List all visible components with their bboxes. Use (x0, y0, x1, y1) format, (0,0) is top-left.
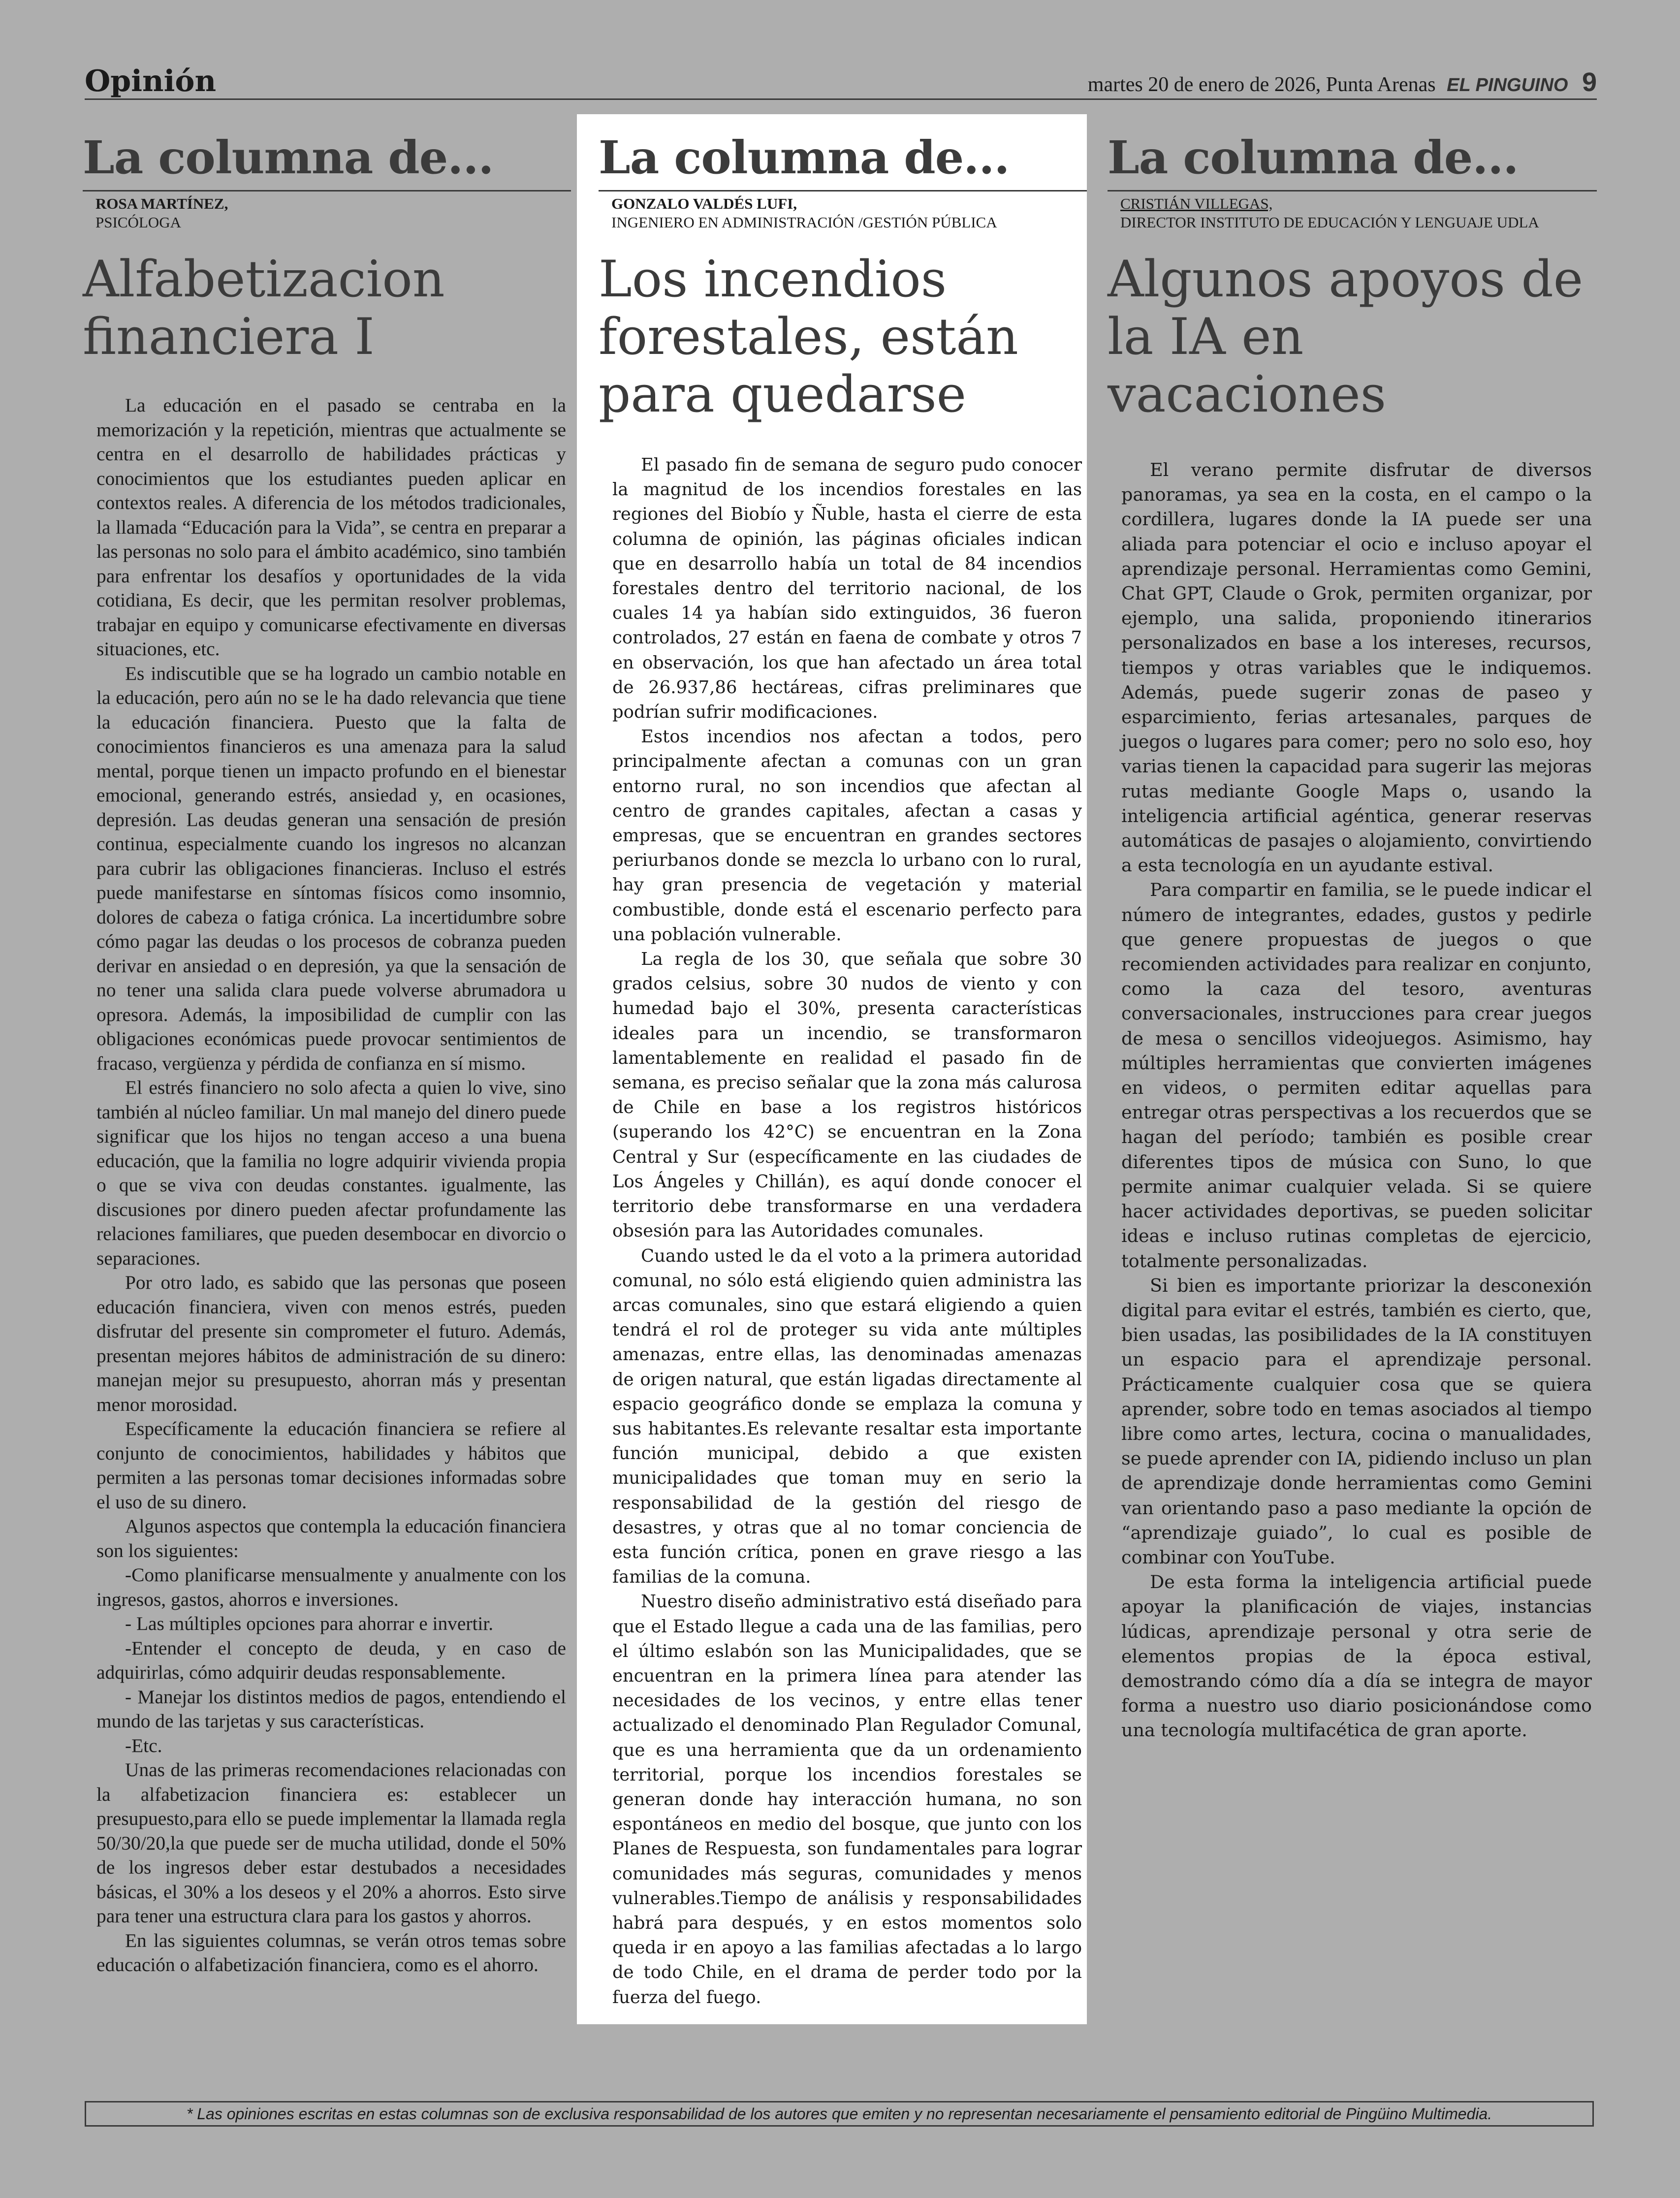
author-role: DIRECTOR INSTITUTO DE EDUCACIÓN Y LENGUAJE UDLA (1120, 214, 1539, 231)
author-byline (95, 194, 571, 232)
article-paragraph: Específicamente la educación financiera se refiere al conjunto de conocimientos, habilidades y hábitos que permiten a las personas tomar decisiones informadas sobre el uso de su dinero. (96, 1418, 566, 1513)
article-headline: Algunos apoyos de la IA en vacaciones (1108, 250, 1584, 424)
column-kicker: La columna de... (1108, 131, 1519, 184)
article-paragraph: - Manejar los distintos medios de pagos, entendiendo el mundo de las tarjetas y sus características. (96, 1686, 566, 1732)
issue-date: martes 20 de enero de 2026, Punta Arenas (1087, 73, 1436, 96)
article-paragraph: La educación en el pasado se centraba en la memorización y la repetición, mientras que actualmente se centra en el desarrollo de habilidades prácticas y conocimientos que los estudiantes pueden aplicar en contextos reales. A diferencia de los métodos tradicionales, la llamada “Educación para la Vida”, se centra en preparar a las personas no solo para el ámbito académico, sino también para enfrentar los desafíos y oportunidades de la vida cotidiana, Es decir, que les permitan resolver problemas, trabajar en equipo y comunicarse efectivamente en diversas situaciones, etc. (96, 394, 566, 660)
article-paragraph: De esta forma la inteligencia artificial puede apoyar la planificación de viajes, instancias lúdicas, aprendizaje personal y otra serie de elementos propias de la época estival, demostrando cómo día a día se integra de mayor forma a nuestro uso diario posicionándose como una tecnología multifacética de gran aporte. (1121, 1571, 1592, 1741)
article-paragraph: -Entender el concepto de deuda, y en caso de adquirirlas, cómo adquirir deudas responsablemente. (96, 1637, 566, 1683)
author-name: GONZALO VALDÉS LUFI, (611, 195, 797, 212)
article-paragraph: El estrés financiero no solo afecta a quien lo vive, sino también al núcleo familiar. Un mal manejo del dinero puede significar que los hijos no tengan acceso a una buena educación, que la familia no logre adquirir vivienda propia o que se viva con deudas constantes. igualmente, las discusiones por dinero pueden afectar profundamente las relaciones familiares, que pueden desembocar en divorcio o separaciones. (96, 1077, 566, 1269)
author-role: INGENIERO EN ADMINISTRACIÓN /GESTIÓN PÚBLICA (611, 214, 997, 231)
newspaper-name: EL PINGUINO (1447, 75, 1568, 96)
author-role: PSICÓLOGA (95, 214, 181, 231)
author-name: CRISTIÁN VILLEGAS, (1120, 195, 1273, 212)
divider (1108, 190, 1597, 191)
article-paragraph: Nuestro diseño administrativo está diseñado para que el Estado llegue a cada una de las familias, pero el último eslabón son las Municipalidades, que se encuentran en la primera línea para atender las necesidades de los vecinos, y entre ellas tener actualizado el denominado Plan Regulador Comunal, que es una herramienta que da un ordenamiento territorial, porque los incendios forestales se generan donde hay interacción humana, no son espontáneos en medio del bosque, que junto con los Planes de Respuesta, son fundamentales para lograr comunidades más seguras, comunidades y menos vulnerables.Tiempo de análisis y responsabilidades habrá para después, y en estos momentos solo queda ir en apoyo a las familias afectadas a lo largo de todo Chile, en el drama de perder todo por la fuerza del fuego. (612, 1592, 1082, 2007)
article-paragraph: Estos incendios nos afectan a todos, pero principalmente afectan a comunas con un gran entorno rural, no son incendios que afectan al centro de grandes capitales, afectan a casas y empresas, que se encuentran en grandes sectores periurbanos donde se mezcla lo urbano con lo rural, hay gran presencia de vegetación y material combustible, donde está el escenario perfecto para una población vulnerable. (612, 727, 1082, 945)
article-paragraph: Cuando usted le da el voto a la primera autoridad comunal, no sólo está eligiendo quien administra las arcas comunales, sino que estará eligiendo a quien tendrá el rol de proteger su vida ante múltiples amenazas, entre ellas, las denominadas amenazas de origen natural, que están ligadas directamente al espacio geográfico donde se emplaza la comuna y sus habitantes.Es relevante resaltar esta importante función municipal, debido a que existen municipalidades que toman muy en serio la responsabilidad de la gestión del riesgo de desastres, y otras que al no tomar conciencia de esta función crítica, ponen en grave riesgo a las familias de la comuna. (612, 1245, 1082, 1588)
article-paragraph: Por otro lado, es sabido que las personas que poseen educación financiera, viven con menos estrés, pueden disfrutar del presente sin comprometer el futuro. Además, presentan mejores hábitos de administración de su dinero: manejan mejor su presupuesto, ahorran más y presentan menor morosidad. (96, 1272, 566, 1415)
article-paragraph: Unas de las primeras recomendaciones relacionadas con la alfabetizacion financiera es: establecer un presupuesto,para ello se puede implementar la llamada regla 50/30/20,la que puede ser de mucha utilidad, donde el 50% de los ingresos deber estar destubados a necesidades básicas, el 30% a los deseos y el 20% a ahorros. Esto sirve para tener una estructura clara para los gastos y ahorros. (96, 1759, 566, 1927)
article-body (612, 453, 1082, 2010)
article-headline: Alfabetizacion financiera I (83, 250, 445, 366)
divider (599, 190, 1087, 191)
column-kicker: La columna de... (599, 131, 1010, 184)
author-name: ROSA MARTÍNEZ, (95, 195, 228, 212)
article-paragraph: El pasado fin de semana de seguro pudo conocer la magnitud de los incendios forestales en las regiones del Biobío y Ñuble, hasta el cierre de esta columna de opinión, las páginas oficiales indican que en desarrollo había un total de 84 incendios forestales dentro del territorio nacional, de los cuales 14 ya habían sido extinguidos, 36 fueron controlados, 27 están en faena de combate y otros 7 en observación, los que han afectado un área total de 26.937,86 hectáreas, cifras preliminares que podrían sufrir modificaciones. (612, 455, 1082, 723)
article-body (96, 393, 566, 1977)
article-paragraph: Si bien es importante priorizar la desconexión digital para evitar el estrés, también es cierto, que, bien usadas, las posibilidades de la IA constituyen un espacio para el aprendizaje personal. Prácticamente cualquier cosa que se quiera aprender, sobre todo en temas asociados al tiempo libre como artes, lectura, cocina o manualidades, se puede aprender con IA, pidiendo incluso un plan de aprendizaje donde herramientas como Gemini van orientando paso a paso mediante la opción de “aprendizaje guiado”, lo cual es posible de combinar con YouTube. (1121, 1274, 1592, 1568)
dateline (1088, 67, 1597, 97)
author-byline (1120, 194, 1597, 232)
section-title: Opinión (85, 64, 217, 98)
article-paragraph: Para compartir en familia, se le puede indicar el número de integrantes, edades, gustos y pedirle que genere propuestas de juegos o que recomienden actividades para realizar en conjunto, como la caza del tesoro, aventuras conversacionales, instrucciones para crear juegos de mesa o sencillos videojuegos. Asimismo, hay múltiples herramientas que convierten imágenes en videos, o permiten editar aquellas para entregar otras perspectivas a los recuerdos que se hagan del período; también es posible crear diferentes tipos de música con Suno, lo que permite animar cualquier velada. Si se quiere hacer actividades deportivas, se pueden solicitar ideas e incluso rutinas completas de ejercicio, totalmente personalizadas. (1121, 879, 1592, 1272)
opinion-column-1 (83, 114, 571, 1977)
article-paragraph: En las siguientes columnas, se verán otros temas sobre educación o alfabetización financiera, como es el ahorro. (96, 1929, 566, 1975)
page-header (85, 60, 1597, 100)
article-paragraph: -Etc. (125, 1734, 162, 1756)
article-paragraph: -Como planificarse mensualmente y anualmente con los ingresos, gastos, ahorros e inversiones. (96, 1564, 566, 1610)
article-paragraph: Algunos aspectos que contempla la educación financiera son los siguientes: (96, 1515, 566, 1561)
divider (83, 190, 571, 191)
article-paragraph: La regla de los 30, que señala que sobre 30 grados celsius, sobre 30 nudos de viento y con humedad bajo el 30%, presenta características ideales para un incendio, se transformaron lamentablemente en realidad el pasado fin de semana, es preciso señalar que la zona más calurosa de Chile en base a los registros históricos (superando los 42°C) se encuentran en la Zona Central y Sur (específicamente en las ciudades de Los Ángeles y Chillán), es aquí donde conocer el territorio debe transformarse en una verdadera obsesión para las Autoridades comunales. (612, 949, 1082, 1242)
article-paragraph: El verano permite disfrutar de diversos panoramas, ya sea en la costa, en el campo o la cordillera, lugares donde la IA puede ser una aliada para potenciar el ocio e incluso apoyar el aprendizaje personal. Herramientas como Gemini, Chat GPT, Claude o Grok, permiten organizar, por ejemplo, una salida, proponiendo itinerarios personalizados en base a los intereses, recursos, tiempos y otras variables que le indiquemos. Además, puede sugerir zonas de paseo y esparcimiento, ferias artesanales, parques de juegos o lugares para comer; pero no solo eso, hoy varias tienen la capacidad para sugerir las mejoras rutas mediante Google Maps o, usando la inteligencia artificial agéntica, generar reservas automáticas de pasajes o alojamiento, convirtiendo a esta tecnología en un ayudante estival. (1121, 459, 1592, 876)
article-paragraph: Es indiscutible que se ha logrado un cambio notable en la educación, pero aún no se le ha dado relevancia que tiene la educación financiera. Puesto que la falta de conocimientos financieros es una amenaza para la salud mental, porque tienen un impacto profundo en el bienestar emocional, generando estrés, ansiedad y, en ocasiones, depresión. Las deudas generan una sensación de presión continua, especialmente cuando los ingresos no alcanzan para cubrir las obligaciones financieras. Incluso el estrés puede manifestarse en síntomas físicos como insomnio, dolores de cabeza o fatiga crónica. La incertidumbre sobre cómo pagar las deudas o los procesos de cobranza pueden derivar en ansiedad o en depresión, ya que la sensación de no tener una salida clara puede volverse abrumadora u opresora. Además, la imposibilidad de cumplir con las obligaciones económicas puede provocar sentimientos de fracaso, vergüenza y pérdida de confianza en sí mismo. (96, 662, 566, 1074)
column-kicker: La columna de... (83, 131, 494, 184)
page-number: 9 (1582, 67, 1597, 97)
article-body (1121, 458, 1592, 1743)
disclaimer-footer: * Las opiniones escritas en estas columnas son de exclusiva responsabilidad de los autores que emiten y no representan necesariamente el pensamiento editorial de Pingüino Multimedia. (85, 2101, 1594, 2127)
author-byline (611, 194, 1087, 232)
opinion-column-2 (577, 114, 1087, 2024)
article-paragraph: - Las múltiples opciones para ahorrar e invertir. (125, 1613, 494, 1634)
article-headline: Los incendios forestales, están para quedarse (599, 250, 1018, 424)
opinion-column-3 (1108, 114, 1597, 1743)
